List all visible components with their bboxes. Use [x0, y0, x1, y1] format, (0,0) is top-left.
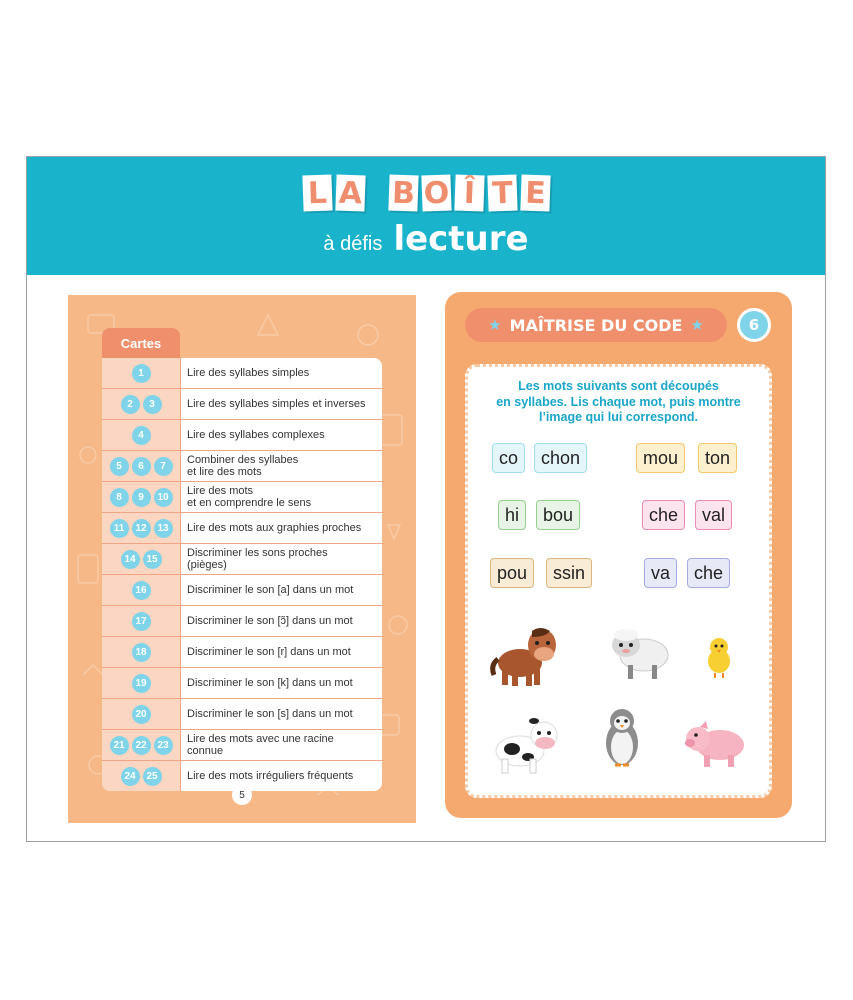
card-number-badge: 16 — [132, 581, 151, 600]
row-label: Combiner des syllabes et lire des mots — [187, 453, 299, 478]
title-letter-tile: A — [335, 175, 365, 212]
card-number-badge: 25 — [143, 767, 162, 786]
card-number-badge: 24 — [121, 767, 140, 786]
table-row — [102, 482, 382, 513]
title-letter-tile: Î — [454, 175, 484, 212]
syllable-ton[interactable]: ton — [698, 443, 737, 473]
table-row — [102, 420, 382, 451]
syllable-co[interactable]: co — [492, 443, 525, 473]
banner-title: MAÎTRISE DU CODE — [509, 315, 683, 335]
card-numbers — [102, 482, 181, 512]
star-icon: ★ — [488, 316, 502, 334]
card-number-badge: 22 — [132, 736, 151, 755]
row-label: Lire des mots et en comprendre le sens — [187, 484, 312, 509]
chick-icon[interactable] — [704, 635, 734, 679]
exercise-panel — [465, 364, 772, 798]
title-gap — [368, 175, 385, 212]
table-row — [102, 637, 382, 668]
syllable-che-2[interactable]: che — [687, 558, 730, 588]
title-letter-tile: O — [422, 175, 450, 211]
syllable-pou[interactable]: pou — [490, 558, 534, 588]
instruction-text: Les mots suivants sont découpés en syllabes. Lis chaque mot, puis montre l’image qui lui correspond. — [496, 379, 741, 425]
table-row — [102, 730, 382, 761]
syllable-val[interactable]: val — [695, 500, 732, 530]
card-numbers — [102, 389, 181, 419]
row-label: Discriminer le son [k] dans un mot — [187, 676, 353, 689]
card-numbers — [102, 699, 181, 729]
card-numbers — [102, 668, 181, 698]
row-label: Discriminer le son [s] dans un mot — [187, 707, 353, 720]
card-number-badge: 10 — [154, 488, 173, 507]
card-number-badge: 6 — [737, 308, 771, 342]
table-row — [102, 575, 382, 606]
title-letter-tile: L — [302, 175, 332, 212]
syllable-ssin[interactable]: ssin — [546, 558, 592, 588]
cartes-tab: Cartes — [102, 328, 180, 358]
syllable-hi[interactable]: hi — [498, 500, 526, 530]
card-number-badge: 21 — [110, 736, 129, 755]
card-numbers — [102, 358, 181, 388]
card-numbers — [102, 544, 181, 574]
table-row — [102, 358, 382, 389]
card-number-badge: 13 — [154, 519, 173, 538]
title-logo — [27, 175, 825, 211]
cards-table — [102, 358, 382, 791]
card-numbers — [102, 606, 181, 636]
title-letter-tile: B — [388, 175, 418, 212]
pig-icon[interactable] — [682, 717, 750, 769]
table-row — [102, 389, 382, 420]
table-row — [102, 699, 382, 730]
card-number-badge: 12 — [132, 519, 151, 538]
star-icon: ★ — [690, 316, 704, 334]
row-label: Discriminer le son [ɔ̃] dans un mot — [187, 614, 353, 627]
syllable-bou[interactable]: bou — [536, 500, 580, 530]
row-label: Discriminer les sons proches (pièges) — [187, 546, 328, 571]
card-number-badge: 17 — [132, 612, 151, 631]
table-row — [102, 544, 382, 575]
card-numbers — [102, 575, 181, 605]
table-row — [102, 668, 382, 699]
card-number-badge: 6 — [132, 457, 151, 476]
card-number-badge: 4 — [132, 426, 151, 445]
code-banner — [465, 308, 727, 342]
card-number-badge: 23 — [154, 736, 173, 755]
penguin-icon[interactable] — [600, 707, 644, 771]
card-number-badge: 3 — [143, 395, 162, 414]
left-page — [68, 295, 416, 823]
title-letter-tile: T — [487, 175, 517, 212]
table-row — [102, 513, 382, 544]
row-label: Lire des syllabes complexes — [187, 428, 325, 441]
row-label: Discriminer le son [r] dans un mot — [187, 645, 351, 658]
title-letter-tile: E — [520, 175, 550, 212]
row-label: Lire des mots irréguliers fréquents — [187, 769, 354, 782]
card-number-badge: 15 — [143, 550, 162, 569]
card-number-badge: 11 — [110, 519, 129, 538]
row-label: Lire des mots avec une racine connue — [187, 732, 334, 757]
row-label: Lire des syllabes simples et inverses — [187, 397, 366, 410]
card-numbers — [102, 730, 181, 760]
header-banner — [27, 157, 825, 275]
card-number-badge: 18 — [132, 643, 151, 662]
cow-icon[interactable] — [490, 715, 562, 777]
right-page — [445, 292, 792, 818]
row-label: Discriminer le son [a] dans un mot — [187, 583, 354, 596]
card-number-badge: 1 — [132, 364, 151, 383]
syllable-chon[interactable]: chon — [534, 443, 587, 473]
horse-icon[interactable] — [490, 623, 562, 689]
subtitle — [27, 219, 825, 259]
card-number-badge: 19 — [132, 674, 151, 693]
card-number-badge: 9 — [132, 488, 151, 507]
syllable-va[interactable]: va — [644, 558, 677, 588]
card-numbers — [102, 761, 181, 791]
syllable-mou[interactable]: mou — [636, 443, 685, 473]
card-number-badge: 14 — [121, 550, 140, 569]
table-row — [102, 606, 382, 637]
subtitle-big: lecture — [393, 219, 529, 259]
card-numbers — [102, 513, 181, 543]
card-number-badge: 7 — [154, 457, 173, 476]
table-row — [102, 451, 382, 482]
subtitle-small: à défis — [323, 233, 383, 255]
sheep-icon[interactable] — [606, 623, 672, 683]
syllable-che[interactable]: che — [642, 500, 685, 530]
row-label: Lire des syllabes simples — [187, 366, 310, 379]
card-numbers — [102, 420, 181, 450]
card-numbers — [102, 451, 181, 481]
row-label: Lire des mots aux graphies proches — [187, 521, 362, 534]
card-number-badge: 2 — [121, 395, 140, 414]
card-number-badge: 20 — [132, 705, 151, 724]
page-number: 5 — [232, 785, 252, 805]
card-number-badge: 5 — [110, 457, 129, 476]
card-number-badge: 8 — [110, 488, 129, 507]
card-numbers — [102, 637, 181, 667]
